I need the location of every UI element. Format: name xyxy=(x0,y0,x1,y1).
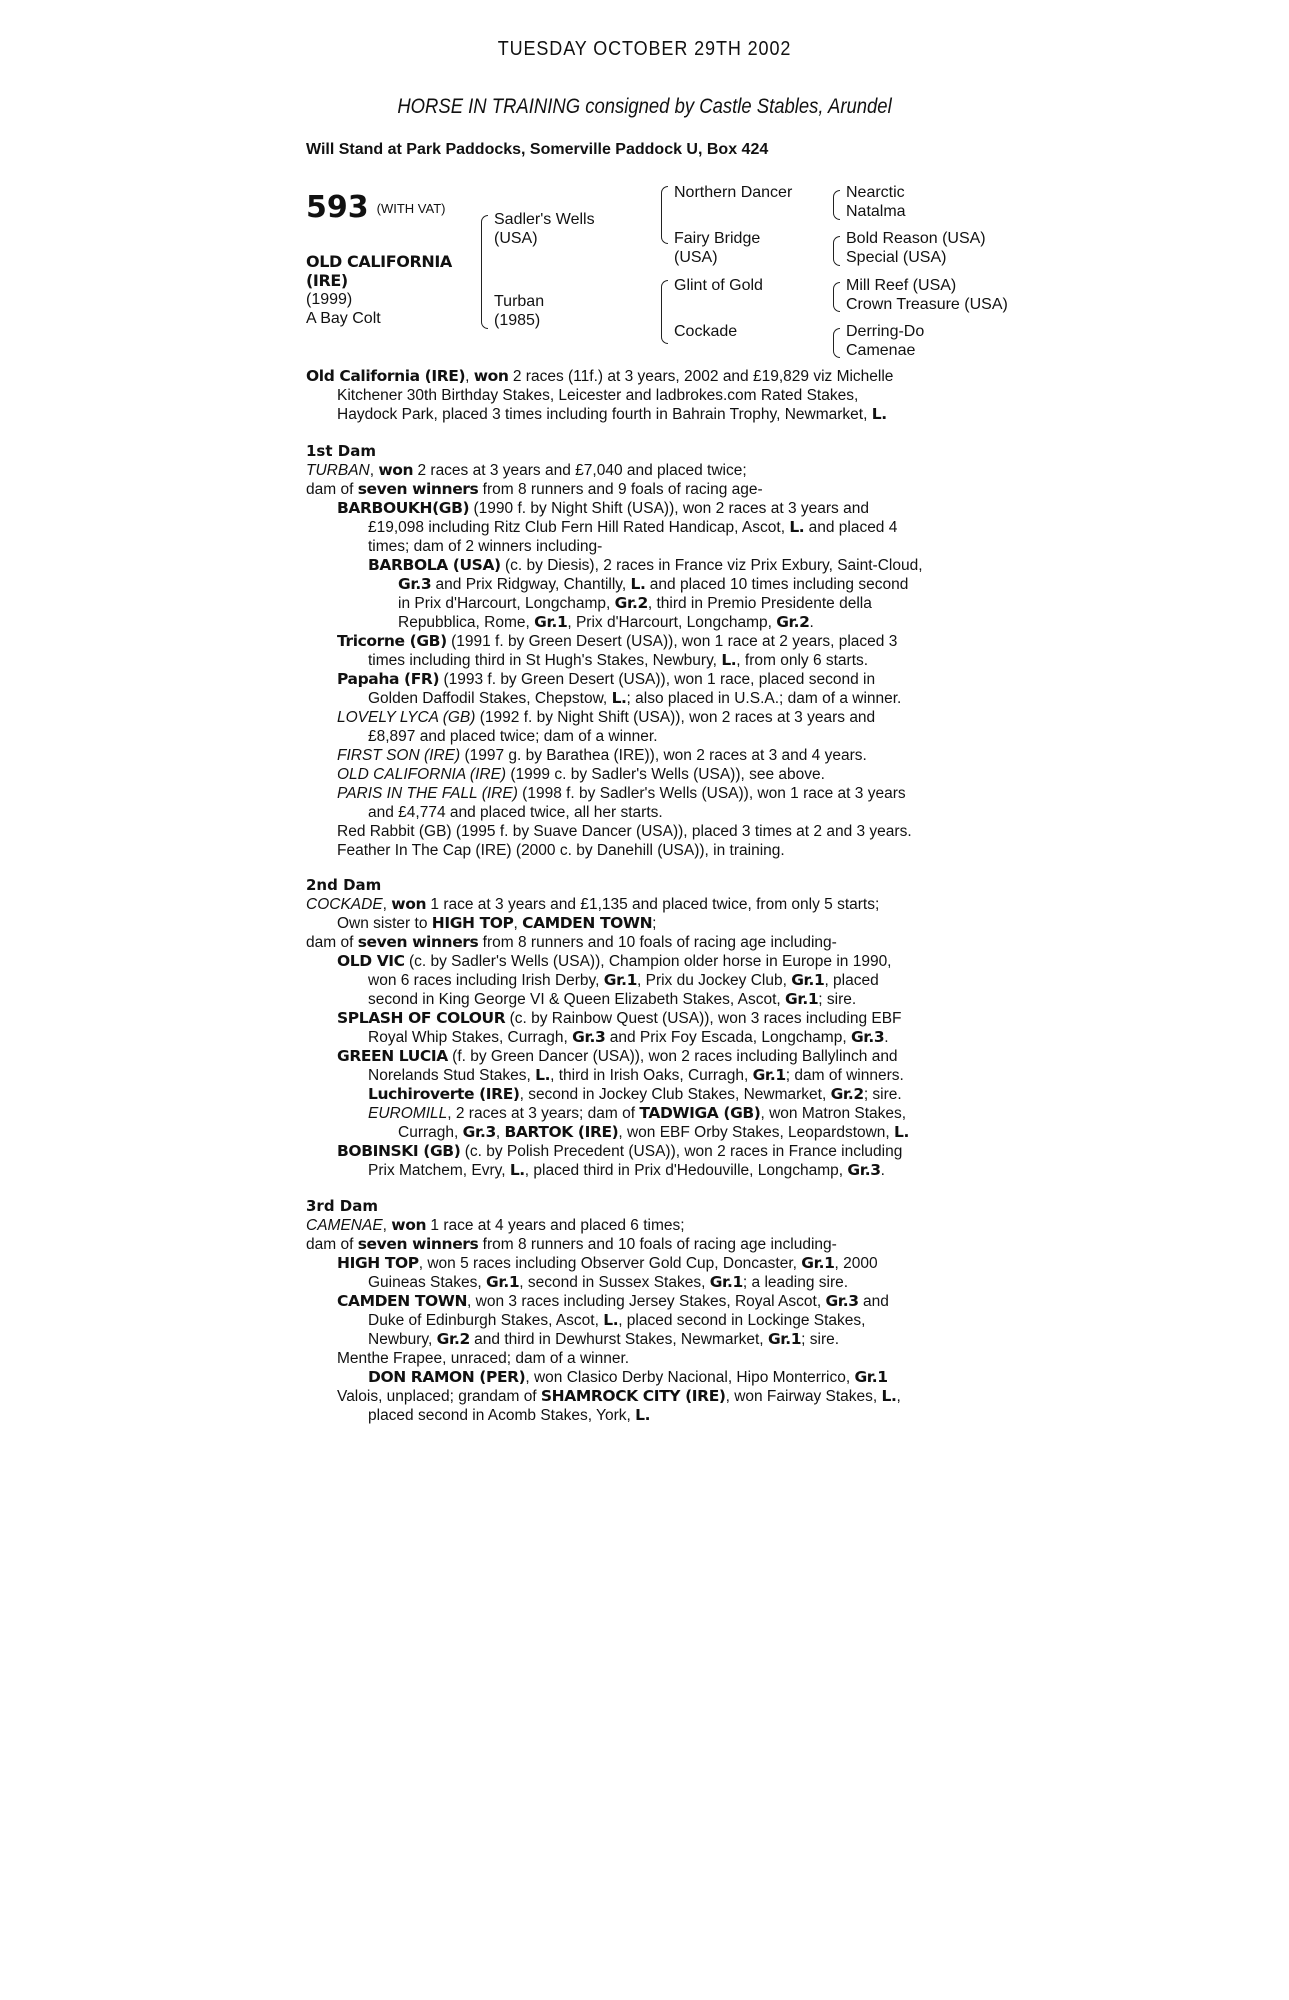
brace-dam xyxy=(661,280,668,344)
second-dam-heading: 2nd Dam xyxy=(306,876,382,894)
brace-main xyxy=(481,215,488,329)
vat-note: (WITH VAT) xyxy=(376,201,446,216)
dam-sire: Glint of Gold xyxy=(674,277,763,294)
consignment-line: HORSE IN TRAINING consigned by Castle Stables, Arundel xyxy=(397,95,892,118)
brace-dd xyxy=(833,328,840,358)
brace-sd xyxy=(833,236,840,266)
sire-sire: Northern Dancer xyxy=(674,184,793,201)
race-summary: Old California (IRE), won 2 races (11f.) at 3 years, 2002 and £19,829 viz Michelle Kitchener 30th Birthday Stakes, Leicester and ladbrokes.com Rated Stakes, Haydock Park, placed 3 times including fourth in Bahrain Trophy, Newmarket, L. xyxy=(306,367,894,423)
first-dam-section: 1st Dam TURBAN, won 2 races at 3 years and £7,040 and placed twice; dam of seven winners from 8 runners and 9 foals of racing age- BARBOUKH(GB) (1990 f. by Night Shift (USA)), won 2 races at 3 years and £19,098 including Ritz Club Fern Hill Rated Handicap, Ascot, L. and placed 4 times; dam of 2 winners including- BARBOLA (USA) (c. by Diesis), 2 races in France viz Prix Exbury, Saint-Cloud, Gr.3 and Prix Ridgway, Chantilly, L. and placed 10 times including second in Prix d'Harcourt, Longchamp, Gr.2, third in Premio Presidente della Repubblica, Rome, Gr.1, Prix d'Harcourt, Longchamp, Gr.2. Tricorne (GB) (1991 f. by Green Desert (USA)), won 1 race at 2 years, placed 3 times including third in St Hugh's Stakes, Newbury, L., from only 6 starts. Papaha (FR) (1993 f. by Green Desert (USA)), won 1 race, placed second in Golden Daffodil Stakes, Chepstow, L.; also placed in U.S.A.; dam of a winner. LOVELY LYCA (GB) (1992 f. by Night Shift (USA)), won 2 races at 3 years and £8,897 and placed twice; dam of a winner. FIRST SON (IRE) (1997 g. by Barathea (IRE)), won 2 races at 3 and 4 years. OLD CALIFORNIA (IRE) (1999 c. by Sadler's Wells (USA)), see above. PARIS IN THE FALL (IRE) (1998 f. by Sadler's Wells (USA)), won 1 race at 3 years and £4,774 and placed twice, all her starts. Red Rabbit (GB) (1995 f. by Suave Dancer (USA)), placed 3 times at 2 and 3 years. Feather In The Cap (IRE) (2000 c. by Danehill (USA)), in training. xyxy=(306,442,1081,860)
lot-header xyxy=(306,190,445,225)
brace-sire xyxy=(661,186,668,244)
stand-location: Will Stand at Park Paddocks, Somerville Paddock U, Box 424 xyxy=(306,141,769,158)
brace-ss xyxy=(833,190,840,220)
sds: Bold Reason (USA) Special (USA) xyxy=(846,230,986,266)
dam-name: Turban (1985) xyxy=(494,293,545,329)
brace-ds xyxy=(833,282,840,312)
horse-details: (1999) A Bay Colt xyxy=(306,291,381,327)
second-dam-section: 2nd Dam COCKADE, won 1 race at 3 years and £1,135 and placed twice, from only 5 starts; Own sister to HIGH TOP, CAMDEN TOWN; dam of seven winners from 8 runners and 10 foals of racing age including- OLD VIC (c. by Sadler's Wells (USA)), Champion older horse in Europe in 1990, won 6 races including Irish Derby, Gr.1, Prix du Jockey Club, Gr.1, placed second in King George VI & Queen Elizabeth Stakes, Ascot, Gr.1; sire. SPLASH OF COLOUR (c. by Rainbow Quest (USA)), won 3 races including EBF Royal Whip Stakes, Curragh, Gr.3 and Prix Foy Escada, Longchamp, Gr.3. GREEN LUCIA (f. by Green Dancer (USA)), won 2 races including Ballylinch and Norelands Stud Stakes, L., third in Irish Oaks, Curragh, Gr.1; dam of winners. Luchiroverte (IRE), second in Jockey Club Stakes, Newmarket, Gr.2; sire. EUROMILL, 2 races at 3 years; dam of TADWIGA (GB), won Matron Stakes, Curragh, Gr.3, BARTOK (IRE), won EBF Orby Stakes, Leopardstown, L. BOBINSKI (GB) (c. by Polish Precedent (USA)), won 2 races in France including Prix Matchem, Evry, L., placed third in Prix d'Hedouville, Longchamp, Gr.3. xyxy=(306,876,1081,1180)
lot-number: 593 xyxy=(306,190,369,225)
first-dam-heading: 1st Dam xyxy=(306,442,376,460)
third-dam-section: 3rd Dam CAMENAE, won 1 race at 4 years and placed 6 times; dam of seven winners from 8 runners and 10 foals of racing age including- HIGH TOP, won 5 races including Observer Gold Cup, Doncaster, Gr.1, 2000 Guineas Stakes, Gr.1, second in Sussex Stakes, Gr.1; a leading sire. CAMDEN TOWN, won 3 races including Jersey Stakes, Royal Ascot, Gr.3 and Duke of Edinburgh Stakes, Ascot, L., placed second in Lockinge Stakes, Newbury, Gr.2 and third in Dewhurst Stakes, Newmarket, Gr.1; sire. Menthe Frapee, unraced; dam of a winner. DON RAMON (PER), won Clasico Derby Nacional, Hipo Monterrico, Gr.1 Valois, unplaced; grandam of SHAMROCK CITY (IRE), won Fairway Stakes, L., placed second in Acomb Stakes, York, L. xyxy=(306,1197,1081,1425)
sire-name: Sadler's Wells (USA) xyxy=(494,211,595,247)
sss: Nearctic Natalma xyxy=(846,184,906,220)
third-dam-heading: 3rd Dam xyxy=(306,1197,378,1215)
horse-name: OLD CALIFORNIA (IRE) xyxy=(306,252,452,290)
sale-date: TUESDAY OCTOBER 29TH 2002 xyxy=(497,38,792,60)
dds: Derring-Do Camenae xyxy=(846,323,925,359)
dam-dam: Cockade xyxy=(674,323,738,340)
sire-dam: Fairy Bridge (USA) xyxy=(674,230,761,266)
dss: Mill Reef (USA) Crown Treasure (USA) xyxy=(846,277,1008,313)
